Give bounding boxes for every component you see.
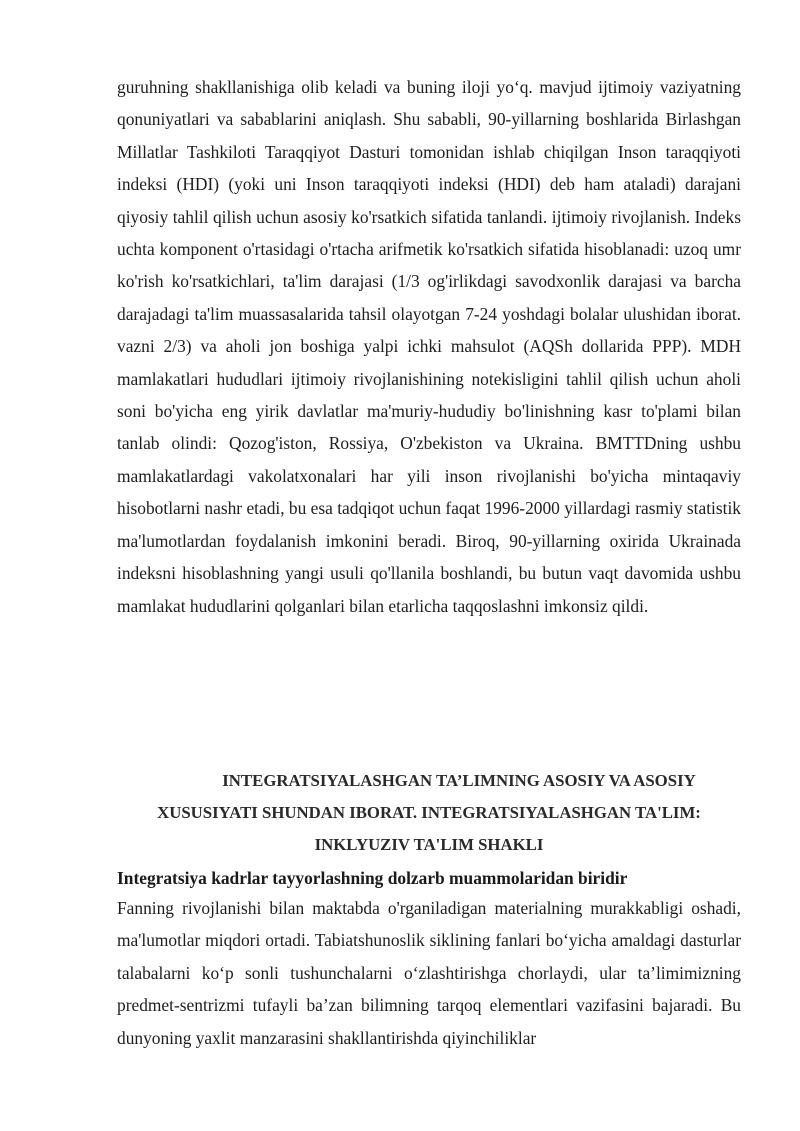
section-heading-line-2: XUSUSIYATI SHUNDAN IBORAT. INTEGRATSIYALASHGAN TA'LIM: xyxy=(157,803,701,822)
section-heading xyxy=(117,765,741,861)
body-paragraph-1: guruhning shakllanishiga olib keladi va buning iloji yo‘q. mavjud ijtimoiy vaziyatning qonuniyatlari va sabablarini aniqlash. Shu sababli, 90-yillarning boshlarida Birlashgan Millatlar Tashkiloti Taraqqiyot Dasturi tomonidan ishlab chiqilgan Inson taraqqiyoti indeksi (HDI) (yoki uni Inson taraqqiyoti indeksi (HDI) deb ham ataladi) darajani qiyosiy tahlil qilish uchun asosiy ko'rsatkich sifatida tanlandi. ijtimoiy rivojlanish. Indeks uchta komponent o'rtasidagi o'rtacha arifmetik ko'rsatkich sifatida hisoblanadi: uzoq umr ko'rish ko'rsatkichlari, ta'lim darajasi (1/3 og'irlikdagi savodxonlik darajasi va barcha darajadagi ta'lim muassasalarida tahsil olayotgan 7-24 yoshdagi bolalar ulushidan iborat. vazni 2/3) va aholi jon boshiga yalpi ichki mahsulot (AQSh dollarida PPP). MDH mamlakatlari hududlari ijtimoiy rivojlanishining notekisligini tahlil qilish uchun aholi soni bo'yicha eng yirik davlatlar ma'muriy-hududiy bo'linishning kasr to'plami bilan tanlab olindi: Qozog'iston, Rossiya, O'zbekiston va Ukraina. BMTTDning ushbu mamlakatlardagi vakolatxonalari har yili inson rivojlanishi bo'yicha mintaqaviy hisobotlarni nashr etadi, bu esa tadqiqot uchun faqat 1996-2000 yillardagi rasmiy statistik ma'lumotlardan foydalanish imkonini beradi. Biroq, 90-yillarning oxirida Ukrainada indeksni hisoblashning yangi usuli qo'llanila boshlandi, bu butun vaqt davomida ushbu mamlakat hududlarini qolganlari bilan etarlicha taqqoslashni imkonsiz qildi. xyxy=(117,77,741,616)
section-heading-line-3: INKLYUZIV TA'LIM SHAKLI xyxy=(314,835,544,854)
bold-subheading: Integratsiya kadrlar tayyorlashning dolzarb muammolaridan biridir xyxy=(117,868,628,888)
body-paragraph-2: Fanning rivojlanishi bilan maktabda o'rganiladigan materialning murakkabligi oshadi, ma'lumotlar miqdori ortadi. Tabiatshunoslik siklining fanlari bo‘yicha amaldagi dasturlar talabalarni ko‘p sonli tushunchalarni o‘zlashtirishga chorlaydi, ular ta’limimizning predmet-sentrizmi tufayli ba’zan bilimning tarqoq elementlari vazifasini bajaradi. Bu dunyoning yaxlit manzarasini shakllantirishda qiyinchiliklar xyxy=(117,898,741,1048)
section-heading-line-1: INTEGRATSIYALASHGAN TA’LIMNING ASOSIY VA ASOSIY xyxy=(222,771,696,790)
